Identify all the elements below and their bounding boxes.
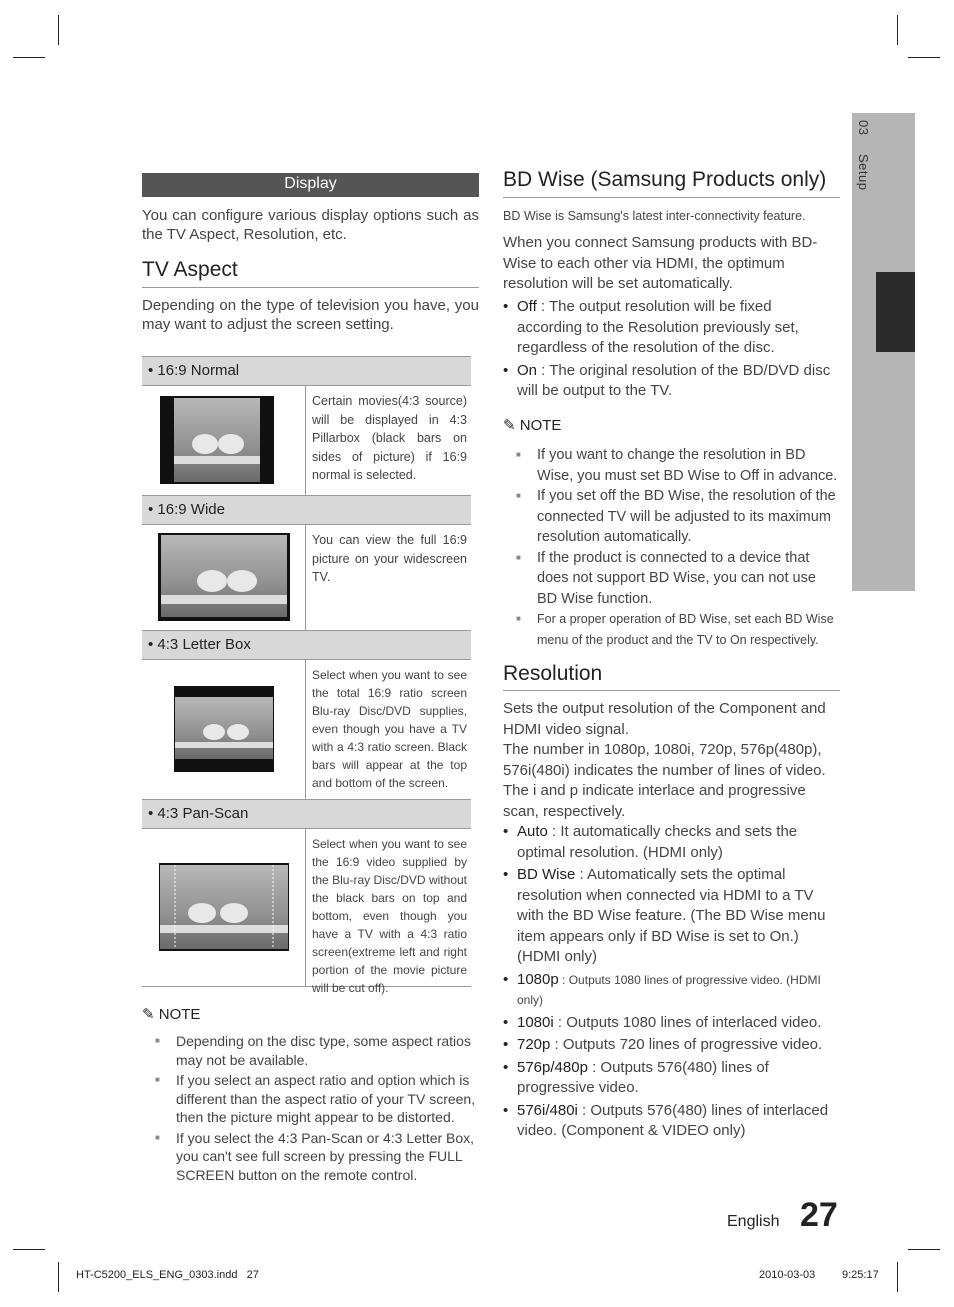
option-term: 1080i: [517, 1013, 554, 1031]
resolution-options: [503, 822, 843, 1144]
crop-mark: [58, 1262, 59, 1292]
option-text: : Outputs 720 lines of progressive video.: [550, 1036, 823, 1053]
resolution-option-576p: [503, 1058, 843, 1099]
file-name: HT-C5200_ELS_ENG_0303.indd 27: [76, 1269, 259, 1281]
option-term: Auto: [517, 823, 548, 840]
footer-language: English: [727, 1213, 780, 1230]
aspect-row: [142, 829, 471, 995]
option-term: 1080p: [517, 970, 559, 988]
print-date: 2010-03-03: [759, 1269, 816, 1281]
aspect-illustration: [142, 525, 306, 630]
option-text: : Outputs 1080 lines of progressive video. (HDMI only): [517, 972, 821, 1007]
tv-aspect-intro: Depending on the type of television you have, you may want to adjust the screen setting.: [142, 297, 479, 333]
crop-mark: [897, 15, 898, 45]
display-section-bar: Display: [142, 173, 479, 197]
aspect-row: [142, 525, 471, 631]
bd-wise-options: [503, 297, 840, 404]
note-label: NOTE: [519, 417, 562, 434]
bd-wise-note-title: [503, 416, 561, 434]
bd-wise-option-on: [503, 361, 840, 402]
option-term: 720p: [517, 1036, 551, 1053]
tv-aspect-note-title: [142, 1005, 200, 1023]
note-item: ■ If you set off the BD Wise, the resolution of the connected TV will be adjusted to its maximum resolution automatically.: [516, 486, 840, 548]
tv-aspect-heading: TV Aspect: [142, 258, 238, 281]
aspect-illustration: [142, 660, 306, 799]
aspect-description: Select when you want to see the total 16:9 ratio screen Blu-ray Disc/DVD supplies, even though you have a TV with a 4:3 ratio screen. Black bars will appear at the top and bottom of the screen.: [312, 668, 467, 790]
chapter-number: 03: [856, 120, 871, 136]
chapter-title: Setup: [856, 153, 871, 191]
option-text: : The output resolution will be fixed according to the Resolution previously set, regardless of the resolution of the disc.: [517, 298, 799, 356]
chapter-label: [851, 120, 871, 190]
aspect-option-16-9-wide: • 16:9 Wide: [142, 496, 471, 525]
aspect-option-label: 16:9 Normal: [157, 362, 240, 379]
aspect-option-16-9-normal: • 16:9 Normal: [142, 357, 471, 386]
heading-rule: [503, 690, 840, 691]
chapter-tab-marker: [876, 272, 915, 352]
aspect-option-label: 4:3 Letter Box: [157, 636, 251, 653]
aspect-option-label: 16:9 Wide: [157, 501, 225, 518]
pencil-icon: ✎: [142, 1006, 155, 1023]
aspect-illustration: [142, 829, 306, 986]
option-text: : Outputs 576(480) lines of interlaced video. (Component & VIDEO only): [517, 1101, 829, 1139]
note-item: ■ If you want to change the resolution in BD Wise, you must set BD Wise to Off in advance.: [516, 445, 840, 486]
bd-wise-notes: [516, 445, 840, 652]
option-text: : Outputs 1080 lines of interlaced video.: [553, 1013, 822, 1031]
option-text: : Outputs 576(480) lines of progressive video.: [517, 1058, 769, 1096]
bd-wise-option-off: [503, 297, 840, 359]
resolution-option-bd-wise: [503, 865, 843, 968]
note-item: ■ For a proper operation of BD Wise, set each BD Wise menu of the product and the TV to On respectively.: [516, 609, 840, 650]
pan-scan-picture: [142, 829, 306, 987]
crop-mark: [13, 57, 45, 58]
resolution-option-576i: [503, 1101, 843, 1142]
option-text: : Automatically sets the optimal resolution when connected via HDMI to a TV with the BD Wise feature. (The BD Wise menu item appears only if BD Wise is set to On.) (HDMI only): [517, 866, 826, 965]
resolution-option-1080i: [503, 1013, 843, 1034]
bd-wise-subtitle: BD Wise is Samsung's latest inter-connectivity feature.: [503, 209, 806, 223]
print-time: 9:25:17: [842, 1269, 879, 1281]
resolution-option-720p: [503, 1035, 843, 1056]
aspect-illustration: [142, 386, 306, 495]
resolution-option-1080p: [503, 970, 843, 1011]
aspect-table: [142, 356, 471, 995]
option-term: On: [517, 361, 538, 379]
aspect-row: [142, 386, 471, 496]
resolution-heading: Resolution: [503, 662, 603, 685]
bd-wise-intro: When you connect Samsung products with BD-Wise to each other via HDMI, the optimum resolution will be set automatically.: [503, 234, 818, 292]
aspect-description: Select when you want to see the 16:9 video supplied by the Blu-ray Disc/DVD without the black bars on top and bottom, even though you have a TV with a 4:3 ratio screen(extreme left and right portion of the movie picture will be cut off).: [312, 837, 467, 995]
option-term: BD Wise: [517, 866, 576, 883]
heading-rule: [503, 197, 840, 198]
option-text: : It automatically checks and sets the optimal resolution. (HDMI only): [517, 823, 798, 861]
heading-rule: [142, 287, 479, 288]
resolution-intro-2: The number in 1080p, 1080i, 720p, 576p(480p), 576i(480i) indicates the number of lines of video. The i and p indicate interlace and progressive scan, respectively.: [503, 741, 826, 820]
resolution-option-auto: [503, 822, 843, 863]
bd-wise-heading: BD Wise (Samsung Products only): [503, 168, 827, 191]
display-intro: You can configure various display options such as the TV Aspect, Resolution, etc.: [142, 207, 479, 243]
crop-mark: [58, 15, 59, 45]
note-item: ■ If you select the 4:3 Pan-Scan or 4:3 Letter Box, you can't see full screen by pressing the FULL SCREEN button on the remote control.: [155, 1129, 480, 1185]
aspect-description: You can view the full 16:9 picture on your widescreen TV.: [312, 533, 467, 584]
aspect-option-4-3-letter-box: • 4:3 Letter Box: [142, 631, 471, 660]
option-term: 576p/480p: [517, 1058, 588, 1076]
letterbox-picture: [142, 660, 306, 800]
note-label: NOTE: [158, 1006, 201, 1023]
crop-mark: [897, 1262, 898, 1292]
option-term: 576i/480i: [517, 1101, 578, 1119]
note-item: ■ If the product is connected to a device that does not support BD Wise, you can not use BD Wise function.: [516, 548, 840, 610]
aspect-description: Certain movies(4:3 source) will be displayed in 4:3 Pillarbox (black bars on sides of picture) if 16:9 normal is selected.: [312, 394, 467, 482]
aspect-option-4-3-pan-scan: • 4:3 Pan-Scan: [142, 800, 471, 829]
pencil-icon: ✎: [503, 417, 516, 434]
option-text: : The original resolution of the BD/DVD disc will be output to the TV.: [517, 361, 831, 399]
note-item: ■ Depending on the disc type, some aspect ratios may not be available.: [155, 1032, 480, 1069]
aspect-option-label: 4:3 Pan-Scan: [157, 805, 249, 822]
note-item: ■ If you select an aspect ratio and option which is different than the aspect ratio of your TV screen, then the picture might appear to be distorted.: [155, 1071, 480, 1127]
crop-mark: [908, 57, 940, 58]
crop-mark: [13, 1249, 45, 1250]
pillarbox-picture: [142, 386, 306, 496]
widescreen-picture: [142, 525, 306, 631]
crop-mark: [908, 1249, 940, 1250]
aspect-row: [142, 660, 471, 800]
resolution-intro: Sets the output resolution of the Component and HDMI video signal.: [503, 700, 826, 738]
option-term: Off: [517, 298, 537, 315]
tv-aspect-notes: [155, 1032, 480, 1186]
page-number: 27: [800, 1196, 838, 1234]
